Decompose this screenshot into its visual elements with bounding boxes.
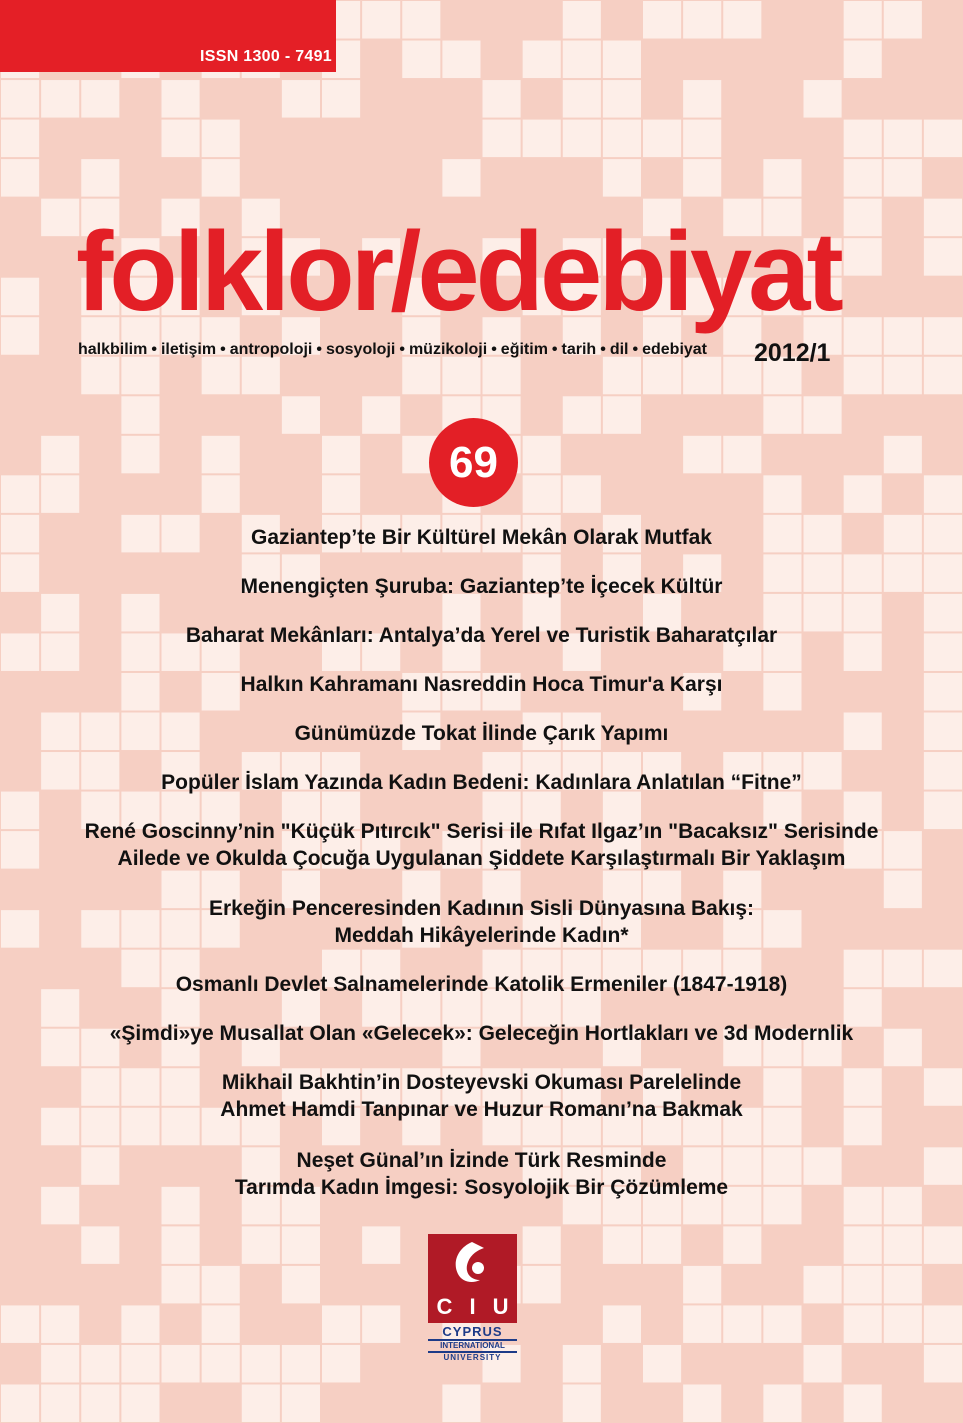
mosaic-tile	[683, 120, 721, 158]
mosaic-tile	[683, 1384, 721, 1422]
mosaic-tile	[41, 80, 79, 118]
mosaic-tile	[202, 1266, 240, 1304]
mosaic-tile	[563, 1, 601, 39]
mosaic-tile	[362, 396, 400, 434]
mosaic-tile	[282, 1384, 320, 1422]
mosaic-tile	[603, 1305, 641, 1343]
mosaic-tile	[41, 1305, 79, 1343]
mosaic-tile	[523, 1266, 561, 1304]
journal-title: folklor/edebiyat	[76, 209, 840, 334]
issue-date: 2012/1	[754, 339, 831, 367]
mosaic-tile	[563, 475, 601, 513]
mosaic-tile	[884, 436, 922, 474]
mosaic-tile	[442, 1384, 480, 1422]
mosaic-tile	[844, 317, 882, 355]
discipline-item: antropoloji	[229, 341, 313, 358]
mosaic-tile	[643, 1345, 681, 1383]
mosaic-tile	[844, 159, 882, 197]
article-title: Popüler İslam Yazında Kadın Bedeni: Kadınlara Anlatılan “Fitne”	[161, 771, 802, 794]
issue-number-badge	[429, 418, 518, 507]
mosaic-tile	[723, 1, 761, 39]
mosaic-tile	[162, 120, 200, 158]
discipline-item: sosyoloji	[325, 341, 396, 358]
mosaic-tile	[563, 1345, 601, 1383]
mosaic-tile	[924, 1345, 962, 1383]
mosaic-tile	[844, 199, 882, 237]
discipline-item: iletişim	[160, 341, 217, 358]
mosaic-tile	[924, 475, 962, 513]
mosaic-tile	[41, 1384, 79, 1422]
mosaic-tile	[723, 436, 761, 474]
mosaic-tile	[683, 357, 721, 395]
issue-number: 69	[449, 437, 498, 487]
article-title: Neşet Günal’ın İzinde Türk Resminde Tarımda Kadın İmgesi: Sosyolojik Bir Çözümleme	[234, 1149, 729, 1199]
logo-letters	[428, 1294, 517, 1320]
mosaic-tile	[242, 1226, 280, 1264]
discipline-list: halkbilim • iletişim • antropoloji • sosyoloji • müzikoloji • eğitim • tarih • dil • edebiyat	[78, 341, 708, 358]
article-title: «Şimdi»ye Musallat Olan «Gelecek»: Geleceğin Hortlakları ve 3d Modernlik	[109, 1022, 854, 1045]
mosaic-tile	[202, 120, 240, 158]
mosaic-tile	[563, 120, 601, 158]
mosaic-tile	[282, 80, 320, 118]
publisher-name-line3: UNIVERSITY	[443, 1353, 502, 1362]
mosaic-tile	[763, 475, 801, 513]
mosaic-tile	[844, 41, 882, 79]
mosaic-tile	[523, 120, 561, 158]
mosaic-tile	[804, 80, 842, 118]
mosaic-tile	[242, 1345, 280, 1383]
mosaic-tile	[402, 41, 440, 79]
mosaic-tile	[202, 1345, 240, 1383]
mosaic-tile	[322, 436, 360, 474]
article-title: Menengiçten Şuruba: Gaziantep’te İçecek Kültür	[240, 575, 723, 598]
issn-banner	[0, 0, 336, 72]
mosaic-tile	[121, 436, 159, 474]
article-title: Erkeğin Penceresinden Kadının Sisli Dünyasına Bakış: Meddah Hikâyelerinde Kadın*	[208, 897, 754, 947]
publisher-name-line1: CYPRUS	[442, 1324, 503, 1339]
mosaic-tile	[442, 357, 480, 395]
logo-emblem	[428, 1234, 517, 1323]
mosaic-tile	[603, 120, 641, 158]
mosaic-tile	[202, 475, 240, 513]
mosaic-tile	[844, 357, 882, 395]
mosaic-tile	[1, 80, 39, 118]
mosaic-tile	[1, 317, 39, 355]
publisher-name-line2: INTERNATIONAL	[440, 1341, 505, 1350]
mosaic-tile	[41, 436, 79, 474]
mosaic-tile	[322, 1305, 360, 1343]
article-title: Osmanlı Devlet Salnamelerinde Katolik Ermeniler (1847-1918)	[175, 973, 788, 996]
mosaic-tile	[844, 1, 882, 39]
mosaic-tile	[442, 159, 480, 197]
mosaic-tile	[121, 1384, 159, 1422]
mosaic-tile	[723, 1226, 761, 1264]
mosaic-tile	[683, 1, 721, 39]
logo-letter: I	[469, 1294, 476, 1319]
mosaic-tile	[643, 1, 681, 39]
mosaic-tile	[804, 1266, 842, 1304]
mosaic-tile	[1, 1384, 39, 1422]
mosaic-tile	[603, 1226, 641, 1264]
mosaic-tile	[804, 1345, 842, 1383]
mosaic-tile	[884, 1, 922, 39]
mosaic-tile	[884, 159, 922, 197]
mosaic-tile	[362, 1226, 400, 1264]
mosaic-tile	[723, 1305, 761, 1343]
mosaic-tile	[402, 1, 440, 39]
mosaic-tile	[563, 80, 601, 118]
mosaic-tile	[924, 1226, 962, 1264]
mosaic-tile	[442, 41, 480, 79]
mosaic-tile	[643, 120, 681, 158]
mosaic-tile	[121, 1305, 159, 1343]
discipline-item: eğitim	[500, 341, 548, 358]
mosaic-tile	[884, 1266, 922, 1304]
article-title: René Goscinny’nin "Küçük Pıtırcık" Serisi ile Rıfat Ilgaz’ın "Bacaksız" Serisinde Ailede ve Okulda Çocuğa Uygulanan Şiddete Karşılaştırmalı Bir Yaklaşım	[84, 820, 879, 870]
mosaic-tile	[41, 1345, 79, 1383]
mosaic-tile	[884, 1226, 922, 1264]
issn-number: ISSN 1300 - 7491	[200, 48, 332, 65]
mosaic-tile	[121, 1345, 159, 1383]
mosaic-tile	[523, 475, 561, 513]
mosaic-tile	[643, 357, 681, 395]
mosaic-tile	[523, 436, 561, 474]
mosaic-tile	[402, 357, 440, 395]
mosaic-tile	[322, 475, 360, 513]
mosaic-tile	[844, 1384, 882, 1422]
article-title: Halkın Kahramanı Nasreddin Hoca Timur'a Karşı	[240, 673, 723, 696]
mosaic-tile	[1, 159, 39, 197]
mosaic-tile	[202, 1305, 240, 1343]
mosaic-tile	[81, 159, 119, 197]
mosaic-tile	[523, 41, 561, 79]
mosaic-tile	[924, 120, 962, 158]
discipline-item: müzikoloji	[408, 341, 488, 358]
mosaic-tile	[924, 1305, 962, 1343]
mosaic-tile	[763, 1305, 801, 1343]
mosaic-tile	[282, 1226, 320, 1264]
mosaic-tile	[362, 1305, 400, 1343]
article-title: Mikhail Bakhtin’in Dosteyevski Okuması Parelelinde Ahmet Hamdi Tanpınar ve Huzur Romanı’na Bakmak	[220, 1071, 743, 1121]
mosaic-tile	[683, 80, 721, 118]
mosaic-tile	[282, 396, 320, 434]
logo-letter: U	[492, 1294, 509, 1319]
mosaic-tile	[41, 475, 79, 513]
mosaic-tile	[162, 1345, 200, 1383]
mosaic-tile	[322, 80, 360, 118]
mosaic-tile	[763, 159, 801, 197]
mosaic-tile	[242, 1384, 280, 1422]
mosaic-tile	[884, 317, 922, 355]
mosaic-tile	[81, 1226, 119, 1264]
mosaic-tile	[763, 396, 801, 434]
mosaic-tile	[683, 436, 721, 474]
mosaic-tile	[242, 357, 280, 395]
mosaic-tile	[683, 1305, 721, 1343]
mosaic-tile	[844, 238, 882, 276]
publisher-logo	[428, 1234, 517, 1370]
discipline-item: halkbilim	[78, 341, 148, 358]
mosaic-tile	[1, 1305, 39, 1343]
mosaic-tile	[483, 357, 521, 395]
mosaic-tile	[563, 1384, 601, 1422]
mosaic-tile	[603, 159, 641, 197]
mosaic-tile	[884, 1305, 922, 1343]
logo-letter: C	[436, 1294, 453, 1319]
article-title: Günümüzde Tokat İlinde Çarık Yapımı	[294, 722, 669, 745]
mosaic-tile	[202, 436, 240, 474]
discipline-item: edebiyat	[642, 341, 708, 358]
mosaic-tile	[121, 357, 159, 395]
mosaic-tile	[643, 1226, 681, 1264]
mosaic-tile	[282, 1345, 320, 1383]
mosaic-tile	[603, 396, 641, 434]
mosaic-tile	[282, 1266, 320, 1304]
mosaic-tile	[884, 120, 922, 158]
mosaic-tile	[844, 1266, 882, 1304]
mosaic-tile	[1, 475, 39, 513]
mosaic-tile	[683, 1266, 721, 1304]
mosaic-tile	[483, 80, 521, 118]
mosaic-tile	[162, 1226, 200, 1264]
mosaic-tile	[41, 199, 79, 237]
mosaic-tile	[603, 41, 641, 79]
mosaic-tile	[924, 199, 962, 237]
mosaic-tile	[362, 1, 400, 39]
mosaic-tile	[483, 120, 521, 158]
article-title: Baharat Mekânları: Antalya’da Yerel ve Turistik Baharatçılar	[185, 624, 778, 647]
discipline-item: tarih	[561, 341, 597, 358]
mosaic-tile	[162, 1266, 200, 1304]
mosaic-tile	[202, 357, 240, 395]
article-title: Gaziantep’te Bir Kültürel Mekân Olarak Mutfak	[251, 526, 712, 549]
mosaic-tile	[924, 317, 962, 355]
mosaic-tile	[81, 357, 119, 395]
mosaic-tile	[844, 1305, 882, 1343]
discipline-item: dil	[609, 341, 629, 358]
mosaic-tile	[162, 80, 200, 118]
mosaic-tile	[844, 120, 882, 158]
mosaic-tile	[81, 1345, 119, 1383]
mosaic-tile	[924, 357, 962, 395]
mosaic-tile	[603, 357, 641, 395]
mosaic-tile	[322, 1345, 360, 1383]
mosaic-tile	[844, 1226, 882, 1264]
mosaic-tile	[924, 238, 962, 276]
mosaic-tile	[884, 357, 922, 395]
mosaic-tile	[683, 159, 721, 197]
mosaic-tile	[804, 396, 842, 434]
mosaic-tile	[523, 1226, 561, 1264]
mosaic-tile	[603, 80, 641, 118]
mosaic-tile	[563, 396, 601, 434]
mosaic-tile	[1, 278, 39, 316]
mosaic-tile	[81, 1384, 119, 1422]
mosaic-tile	[121, 396, 159, 434]
mosaic-tile	[202, 159, 240, 197]
mosaic-tile	[563, 41, 601, 79]
mosaic-tile	[844, 475, 882, 513]
mosaic-tile	[1, 120, 39, 158]
mosaic-tile	[763, 1384, 801, 1422]
flame-icon	[428, 1234, 517, 1294]
mosaic-tile	[81, 80, 119, 118]
